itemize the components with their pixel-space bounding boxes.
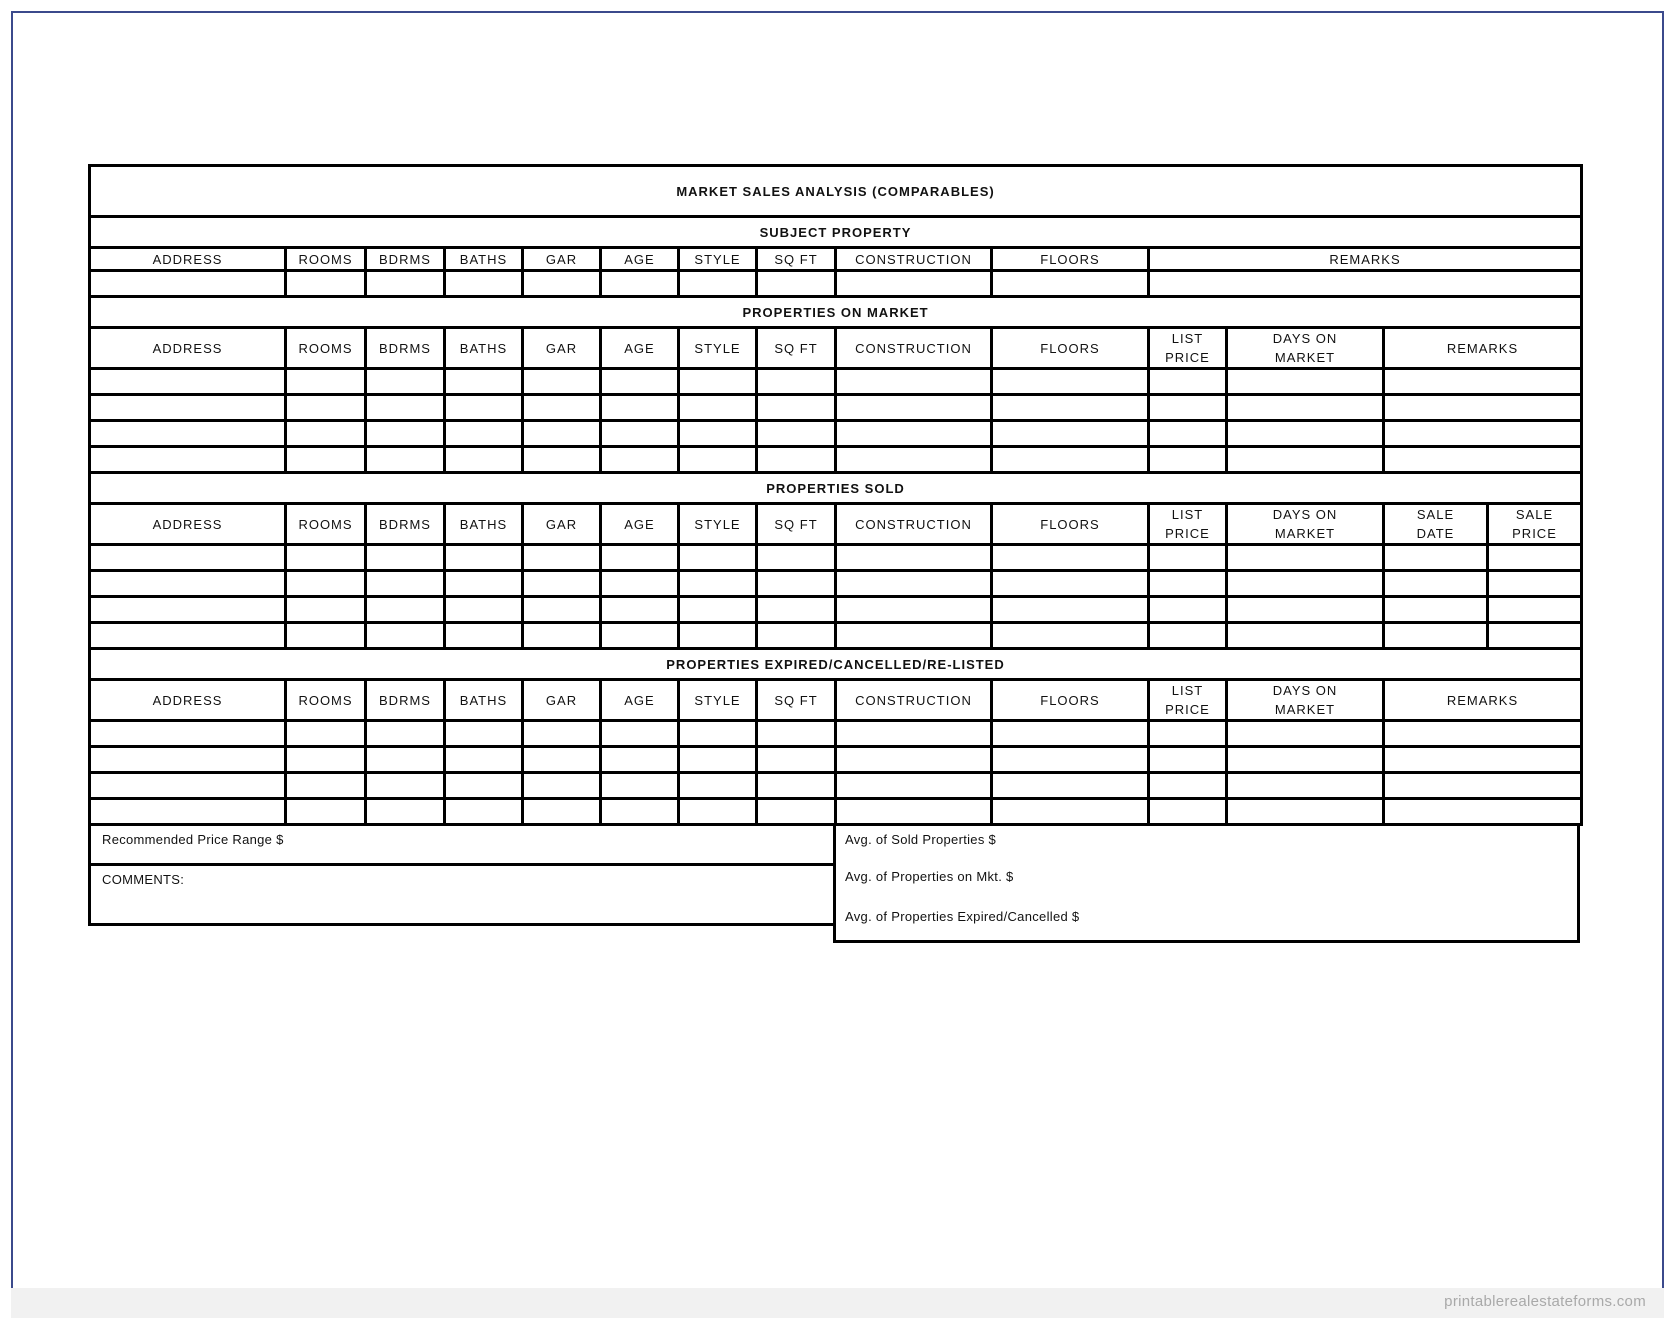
entry-cell[interactable]	[679, 571, 757, 597]
column-header-row	[90, 328, 1582, 369]
entry-cell[interactable]	[523, 623, 601, 649]
entry-cell[interactable]	[836, 799, 992, 825]
entry-cell[interactable]	[1149, 395, 1227, 421]
entry-cell[interactable]	[1384, 721, 1582, 747]
entry-cell[interactable]	[523, 545, 601, 571]
entry-cell[interactable]	[445, 721, 523, 747]
section-heading: SUBJECT PROPERTY	[90, 217, 1582, 248]
column-header: SQ FT	[757, 248, 836, 271]
entry-cell[interactable]	[90, 799, 286, 825]
entry-cell[interactable]	[1227, 773, 1384, 799]
entry-row	[90, 395, 1582, 421]
entry-cell[interactable]	[757, 369, 836, 395]
column-header-row	[90, 504, 1582, 545]
entry-cell[interactable]	[286, 747, 366, 773]
entry-cell[interactable]	[679, 369, 757, 395]
column-header: BATHS	[445, 248, 523, 271]
entry-cell[interactable]	[992, 271, 1149, 297]
column-header: GAR	[523, 328, 601, 369]
comparables-table	[88, 164, 1583, 826]
entry-cell[interactable]	[757, 271, 836, 297]
entry-cell[interactable]	[286, 369, 366, 395]
column-header: STYLE	[679, 328, 757, 369]
summary-block	[88, 826, 1580, 943]
entry-row	[90, 571, 1582, 597]
form-title: MARKET SALES ANALYSIS (COMPARABLES)	[90, 166, 1582, 217]
entry-cell[interactable]	[1488, 623, 1582, 649]
column-header: BATHS	[445, 680, 523, 721]
entry-cell[interactable]	[286, 597, 366, 623]
avg-sold-label: Avg. of Sold Properties $	[845, 832, 997, 847]
entry-row	[90, 799, 1582, 825]
column-header-row	[90, 680, 1582, 721]
column-header: LIST PRICE	[1149, 680, 1227, 721]
entry-cell[interactable]	[601, 271, 679, 297]
entry-cell[interactable]	[523, 369, 601, 395]
entry-cell[interactable]	[90, 369, 286, 395]
entry-cell[interactable]	[679, 623, 757, 649]
column-header: CONSTRUCTION	[836, 328, 992, 369]
entry-cell[interactable]	[366, 421, 445, 447]
column-header: ADDRESS	[90, 680, 286, 721]
section-heading: PROPERTIES SOLD	[90, 473, 1582, 504]
column-header: AGE	[601, 504, 679, 545]
entry-row	[90, 545, 1582, 571]
entry-cell[interactable]	[1227, 747, 1384, 773]
entry-cell[interactable]	[523, 395, 601, 421]
entry-cell[interactable]	[1384, 421, 1582, 447]
entry-row	[90, 421, 1582, 447]
column-header: STYLE	[679, 680, 757, 721]
entry-cell[interactable]	[366, 271, 445, 297]
column-header: FLOORS	[992, 328, 1149, 369]
entry-cell[interactable]	[366, 597, 445, 623]
entry-row	[90, 369, 1582, 395]
entry-cell[interactable]	[757, 799, 836, 825]
entry-cell[interactable]	[992, 395, 1149, 421]
entry-cell[interactable]	[992, 571, 1149, 597]
entry-cell[interactable]	[992, 597, 1149, 623]
column-header: SQ FT	[757, 680, 836, 721]
column-header: DAYS ON MARKET	[1227, 328, 1384, 369]
entry-cell[interactable]	[992, 799, 1149, 825]
entry-cell[interactable]	[836, 623, 992, 649]
entry-cell[interactable]	[445, 773, 523, 799]
entry-cell[interactable]	[1227, 395, 1384, 421]
entry-cell[interactable]	[992, 447, 1149, 473]
entry-cell[interactable]	[757, 773, 836, 799]
column-header: ROOMS	[286, 680, 366, 721]
entry-cell[interactable]	[757, 447, 836, 473]
entry-cell[interactable]	[523, 421, 601, 447]
entry-cell[interactable]	[1149, 369, 1227, 395]
entry-cell[interactable]	[286, 571, 366, 597]
entry-row	[90, 447, 1582, 473]
entry-cell[interactable]	[679, 773, 757, 799]
entry-cell[interactable]	[366, 369, 445, 395]
entry-cell[interactable]	[1227, 623, 1384, 649]
entry-cell[interactable]	[445, 799, 523, 825]
entry-cell[interactable]	[757, 623, 836, 649]
entry-cell[interactable]	[601, 571, 679, 597]
entry-cell[interactable]	[366, 799, 445, 825]
entry-cell[interactable]	[1384, 747, 1582, 773]
entry-cell[interactable]	[992, 421, 1149, 447]
entry-cell[interactable]	[992, 721, 1149, 747]
entry-cell[interactable]	[445, 369, 523, 395]
entry-cell[interactable]	[1227, 369, 1384, 395]
entry-cell[interactable]	[601, 597, 679, 623]
entry-cell[interactable]	[1384, 799, 1582, 825]
entry-cell[interactable]	[90, 571, 286, 597]
entry-cell[interactable]	[445, 395, 523, 421]
entry-cell[interactable]	[679, 747, 757, 773]
section-heading-row	[90, 473, 1582, 504]
section-heading: PROPERTIES ON MARKET	[90, 297, 1582, 328]
entry-cell[interactable]	[1488, 545, 1582, 571]
column-header: LIST PRICE	[1149, 504, 1227, 545]
entry-cell[interactable]	[679, 421, 757, 447]
column-header-row	[90, 248, 1582, 271]
watermark-text: printablerealestateforms.com	[1444, 1293, 1646, 1310]
entry-cell[interactable]	[836, 395, 992, 421]
entry-cell[interactable]	[757, 597, 836, 623]
entry-cell[interactable]	[90, 773, 286, 799]
entry-cell[interactable]	[286, 447, 366, 473]
entry-cell[interactable]	[836, 721, 992, 747]
entry-cell[interactable]	[1227, 799, 1384, 825]
entry-cell[interactable]	[601, 747, 679, 773]
summary-right-box	[833, 826, 1580, 943]
entry-cell[interactable]	[366, 545, 445, 571]
entry-cell[interactable]	[1149, 571, 1227, 597]
comments-label: COMMENTS:	[102, 872, 185, 887]
entry-cell[interactable]	[366, 447, 445, 473]
entry-cell[interactable]	[1227, 545, 1384, 571]
entry-cell[interactable]	[445, 623, 523, 649]
entry-cell[interactable]	[992, 773, 1149, 799]
section-heading: PROPERTIES EXPIRED/CANCELLED/RE-LISTED	[90, 649, 1582, 680]
entry-cell[interactable]	[1227, 721, 1384, 747]
entry-cell[interactable]	[601, 395, 679, 421]
entry-cell[interactable]	[366, 571, 445, 597]
entry-cell[interactable]	[836, 545, 992, 571]
entry-cell[interactable]	[601, 799, 679, 825]
entry-cell[interactable]	[1384, 623, 1488, 649]
entry-cell[interactable]	[679, 721, 757, 747]
entry-cell[interactable]	[601, 545, 679, 571]
entry-cell[interactable]	[992, 623, 1149, 649]
column-header: GAR	[523, 504, 601, 545]
column-header: FLOORS	[992, 248, 1149, 271]
market-sales-analysis-form	[88, 164, 1580, 943]
entry-cell[interactable]	[286, 545, 366, 571]
entry-row	[90, 773, 1582, 799]
entry-cell[interactable]	[90, 545, 286, 571]
entry-cell[interactable]	[757, 721, 836, 747]
entry-cell[interactable]	[366, 721, 445, 747]
entry-cell[interactable]	[445, 421, 523, 447]
entry-cell[interactable]	[1384, 395, 1582, 421]
entry-cell[interactable]	[1227, 421, 1384, 447]
entry-cell[interactable]	[523, 271, 601, 297]
recommended-price-range-box[interactable]	[91, 826, 833, 866]
entry-cell[interactable]	[1384, 545, 1488, 571]
entry-cell[interactable]	[757, 395, 836, 421]
column-header: AGE	[601, 328, 679, 369]
entry-cell[interactable]	[836, 773, 992, 799]
section-heading-row	[90, 297, 1582, 328]
avg-on-market-label: Avg. of Properties on Mkt. $	[845, 869, 1014, 884]
column-header: CONSTRUCTION	[836, 504, 992, 545]
entry-cell[interactable]	[1384, 369, 1582, 395]
column-header: BDRMS	[366, 248, 445, 271]
entry-cell[interactable]	[286, 721, 366, 747]
entry-cell[interactable]	[679, 799, 757, 825]
entry-cell[interactable]	[992, 747, 1149, 773]
entry-cell[interactable]	[601, 773, 679, 799]
column-header: LIST PRICE	[1149, 328, 1227, 369]
column-header: ADDRESS	[90, 504, 286, 545]
entry-cell[interactable]	[679, 597, 757, 623]
column-header: FLOORS	[992, 680, 1149, 721]
entry-cell[interactable]	[445, 571, 523, 597]
entry-cell[interactable]	[836, 369, 992, 395]
column-header: BDRMS	[366, 680, 445, 721]
entry-row	[90, 271, 1582, 297]
column-header: ROOMS	[286, 248, 366, 271]
entry-cell[interactable]	[523, 747, 601, 773]
entry-row	[90, 623, 1582, 649]
entry-row	[90, 747, 1582, 773]
column-header: SQ FT	[757, 504, 836, 545]
entry-cell[interactable]	[679, 271, 757, 297]
entry-cell[interactable]	[601, 421, 679, 447]
entry-cell[interactable]	[836, 571, 992, 597]
column-header: ROOMS	[286, 504, 366, 545]
recommended-price-range-label: Recommended Price Range $	[102, 832, 284, 847]
entry-cell[interactable]	[992, 369, 1149, 395]
entry-cell[interactable]	[1149, 799, 1227, 825]
entry-cell[interactable]	[601, 623, 679, 649]
entry-cell[interactable]	[601, 721, 679, 747]
column-header: REMARKS	[1384, 680, 1582, 721]
entry-cell[interactable]	[90, 747, 286, 773]
entry-cell[interactable]	[1149, 623, 1227, 649]
entry-cell[interactable]	[679, 395, 757, 421]
entry-cell[interactable]	[1227, 447, 1384, 473]
entry-cell[interactable]	[836, 597, 992, 623]
entry-cell[interactable]	[1149, 773, 1227, 799]
entry-row	[90, 597, 1582, 623]
entry-cell[interactable]	[523, 799, 601, 825]
entry-cell[interactable]	[523, 773, 601, 799]
entry-cell[interactable]	[836, 271, 992, 297]
entry-cell[interactable]	[286, 623, 366, 649]
entry-cell[interactable]	[1149, 447, 1227, 473]
column-header: ADDRESS	[90, 248, 286, 271]
column-header: DAYS ON MARKET	[1227, 680, 1384, 721]
column-header: SQ FT	[757, 328, 836, 369]
column-header: REMARKS	[1149, 248, 1582, 271]
entry-cell[interactable]	[445, 447, 523, 473]
column-header: ADDRESS	[90, 328, 286, 369]
summary-left-box	[88, 826, 833, 926]
entry-cell[interactable]	[992, 545, 1149, 571]
entry-cell[interactable]	[445, 271, 523, 297]
entry-cell[interactable]	[1384, 773, 1582, 799]
column-header: STYLE	[679, 504, 757, 545]
entry-cell[interactable]	[90, 623, 286, 649]
entry-cell[interactable]	[445, 747, 523, 773]
entry-cell[interactable]	[90, 421, 286, 447]
column-header: BDRMS	[366, 328, 445, 369]
entry-cell[interactable]	[90, 271, 286, 297]
column-header: STYLE	[679, 248, 757, 271]
title-row	[90, 166, 1582, 217]
entry-cell[interactable]	[1149, 747, 1227, 773]
entry-cell[interactable]	[836, 421, 992, 447]
column-header: AGE	[601, 680, 679, 721]
entry-cell[interactable]	[679, 545, 757, 571]
entry-cell[interactable]	[1384, 597, 1488, 623]
column-header: SALE DATE	[1384, 504, 1488, 545]
entry-cell[interactable]	[757, 545, 836, 571]
entry-cell[interactable]	[601, 369, 679, 395]
entry-cell[interactable]	[1227, 597, 1384, 623]
entry-cell[interactable]	[601, 447, 679, 473]
entry-cell[interactable]	[1149, 545, 1227, 571]
column-header: BDRMS	[366, 504, 445, 545]
entry-cell[interactable]	[90, 447, 286, 473]
watermark-bar	[11, 1288, 1664, 1318]
entry-cell[interactable]	[523, 447, 601, 473]
section-heading-row	[90, 649, 1582, 680]
column-header: BATHS	[445, 504, 523, 545]
entry-cell[interactable]	[1149, 597, 1227, 623]
column-header: CONSTRUCTION	[836, 680, 992, 721]
entry-cell[interactable]	[286, 799, 366, 825]
entry-cell[interactable]	[366, 747, 445, 773]
entry-cell[interactable]	[1149, 271, 1582, 297]
section-heading-row	[90, 217, 1582, 248]
column-header: AGE	[601, 248, 679, 271]
entry-cell[interactable]	[523, 721, 601, 747]
entry-cell[interactable]	[1149, 721, 1227, 747]
column-header: REMARKS	[1384, 328, 1582, 369]
entry-row	[90, 721, 1582, 747]
column-header: DAYS ON MARKET	[1227, 504, 1384, 545]
entry-cell[interactable]	[286, 395, 366, 421]
entry-cell[interactable]	[366, 623, 445, 649]
entry-cell[interactable]	[757, 421, 836, 447]
column-header: CONSTRUCTION	[836, 248, 992, 271]
entry-cell[interactable]	[1384, 447, 1582, 473]
entry-cell[interactable]	[286, 271, 366, 297]
entry-cell[interactable]	[286, 421, 366, 447]
entry-cell[interactable]	[1149, 421, 1227, 447]
entry-cell[interactable]	[90, 597, 286, 623]
column-header: GAR	[523, 680, 601, 721]
entry-cell[interactable]	[1488, 571, 1582, 597]
column-header: SALE PRICE	[1488, 504, 1582, 545]
entry-cell[interactable]	[90, 721, 286, 747]
entry-cell[interactable]	[523, 571, 601, 597]
entry-cell[interactable]	[366, 395, 445, 421]
entry-cell[interactable]	[90, 395, 286, 421]
entry-cell[interactable]	[1227, 571, 1384, 597]
entry-cell[interactable]	[757, 747, 836, 773]
entry-cell[interactable]	[445, 597, 523, 623]
entry-cell[interactable]	[679, 447, 757, 473]
entry-cell[interactable]	[1384, 571, 1488, 597]
column-header: GAR	[523, 248, 601, 271]
entry-cell[interactable]	[286, 773, 366, 799]
entry-cell[interactable]	[445, 545, 523, 571]
entry-cell[interactable]	[836, 747, 992, 773]
column-header: BATHS	[445, 328, 523, 369]
entry-cell[interactable]	[757, 571, 836, 597]
entry-cell[interactable]	[523, 597, 601, 623]
column-header: FLOORS	[992, 504, 1149, 545]
avg-expired-label: Avg. of Properties Expired/Cancelled $	[845, 909, 1080, 924]
entry-cell[interactable]	[366, 773, 445, 799]
entry-cell[interactable]	[1488, 597, 1582, 623]
entry-cell[interactable]	[836, 447, 992, 473]
column-header: ROOMS	[286, 328, 366, 369]
